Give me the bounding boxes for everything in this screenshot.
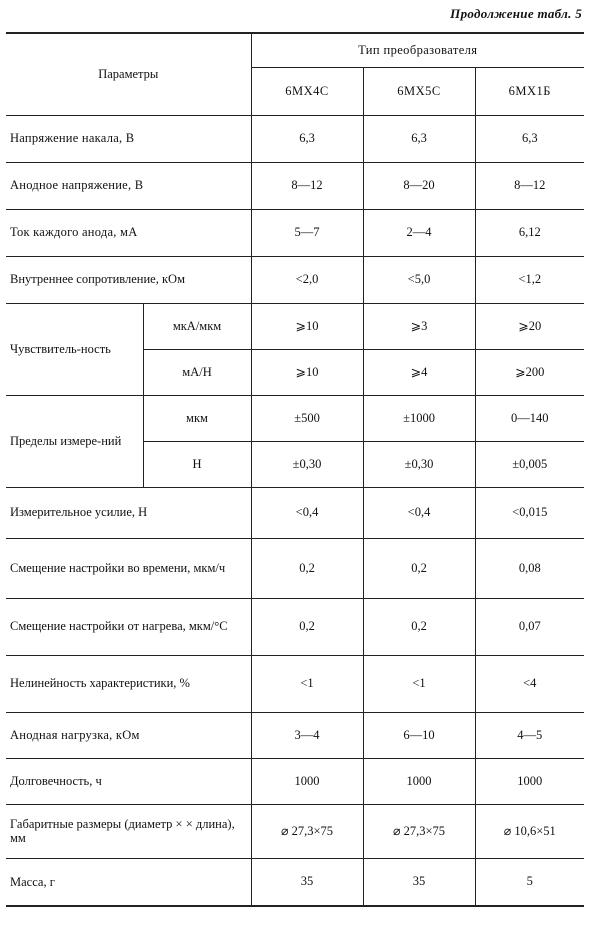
cell-value: ±1000 — [363, 395, 475, 441]
parameters-table — [6, 32, 584, 907]
cell-value: 0,2 — [251, 538, 363, 598]
cell-value: ±0,30 — [251, 441, 363, 487]
table-row — [6, 487, 584, 538]
table-row — [6, 712, 584, 758]
cell-value: 5 — [475, 858, 584, 906]
cell-value: 0,08 — [475, 538, 584, 598]
row-label: Пределы измере-ний — [6, 395, 143, 487]
row-unit: мА/Н — [143, 349, 251, 395]
cell-value: 1000 — [363, 758, 475, 804]
row-label: Чувствитель-ность — [6, 303, 143, 395]
row-label: Масса, г — [6, 858, 251, 906]
cell-value: 1000 — [251, 758, 363, 804]
row-label: Смещение настройки во времени, мкм/ч — [6, 538, 251, 598]
table-row — [6, 538, 584, 598]
table-row — [6, 598, 584, 655]
cell-value: <0,4 — [363, 487, 475, 538]
cell-value: <5,0 — [363, 256, 475, 303]
cell-value: <0,4 — [251, 487, 363, 538]
table-row — [6, 209, 584, 256]
cell-value: <2,0 — [251, 256, 363, 303]
header-parameters: Параметры — [6, 33, 251, 115]
cell-value: 0,07 — [475, 598, 584, 655]
cell-value: <4 — [475, 655, 584, 712]
cell-value: ⌀ 27,3×75 — [363, 804, 475, 858]
table-row — [6, 162, 584, 209]
header-col-3: 6МХ1Б — [475, 67, 584, 115]
row-label: Смещение настройки от нагрева, мкм/°С — [6, 598, 251, 655]
cell-value: ±500 — [251, 395, 363, 441]
row-label: Нелинейность характеристики, % — [6, 655, 251, 712]
row-label: Напряжение накала, В — [6, 115, 251, 162]
table-caption: Продолжение табл. 5 — [450, 6, 582, 21]
cell-value: 4—5 — [475, 712, 584, 758]
table-row — [6, 758, 584, 804]
cell-value: 2—4 — [363, 209, 475, 256]
cell-value: ⩾3 — [363, 303, 475, 349]
cell-value: ⩾20 — [475, 303, 584, 349]
cell-value: ±0,30 — [363, 441, 475, 487]
cell-value: <0,015 — [475, 487, 584, 538]
cell-value: 6,3 — [475, 115, 584, 162]
cell-value: 6—10 — [363, 712, 475, 758]
cell-value: 6,12 — [475, 209, 584, 256]
cell-value: 8—12 — [251, 162, 363, 209]
row-label: Анодная нагрузка, кОм — [6, 712, 251, 758]
row-unit: мкм — [143, 395, 251, 441]
cell-value: 8—12 — [475, 162, 584, 209]
cell-value: 3—4 — [251, 712, 363, 758]
table-row — [6, 256, 584, 303]
cell-value: ⩾10 — [251, 349, 363, 395]
cell-value: 0—140 — [475, 395, 584, 441]
cell-value: 1000 — [475, 758, 584, 804]
header-col-2: 6МХ5С — [363, 67, 475, 115]
cell-value: 8—20 — [363, 162, 475, 209]
cell-value: 0,2 — [363, 538, 475, 598]
row-unit: Н — [143, 441, 251, 487]
cell-value: 35 — [251, 858, 363, 906]
cell-value: 35 — [363, 858, 475, 906]
cell-value: <1 — [251, 655, 363, 712]
cell-value: 6,3 — [251, 115, 363, 162]
cell-value: ⌀ 10,6×51 — [475, 804, 584, 858]
table-row — [6, 804, 584, 858]
table-row — [6, 395, 584, 441]
header-converter-type: Тип преобразователя — [251, 33, 584, 67]
cell-value: 0,2 — [363, 598, 475, 655]
table-row — [6, 858, 584, 906]
row-label: Долговечность, ч — [6, 758, 251, 804]
row-label: Измерительное усилие, Н — [6, 487, 251, 538]
row-label: Внутреннее сопротивление, кОм — [6, 256, 251, 303]
cell-value: ⩾4 — [363, 349, 475, 395]
cell-value: ⌀ 27,3×75 — [251, 804, 363, 858]
header-col-1: 6МХ4С — [251, 67, 363, 115]
cell-value: ⩾10 — [251, 303, 363, 349]
table-row — [6, 303, 584, 349]
cell-value: 6,3 — [363, 115, 475, 162]
row-label: Ток каждого анода, мА — [6, 209, 251, 256]
cell-value: <1 — [363, 655, 475, 712]
cell-value: <1,2 — [475, 256, 584, 303]
row-label: Анодное напряжение, В — [6, 162, 251, 209]
cell-value: ⩾200 — [475, 349, 584, 395]
cell-value: 5—7 — [251, 209, 363, 256]
row-unit: мкА/мкм — [143, 303, 251, 349]
table-row — [6, 115, 584, 162]
row-label: Габаритные размеры (диаметр × × длина), мм — [6, 804, 251, 858]
cell-value: 0,2 — [251, 598, 363, 655]
cell-value: ±0,005 — [475, 441, 584, 487]
table-row — [6, 655, 584, 712]
